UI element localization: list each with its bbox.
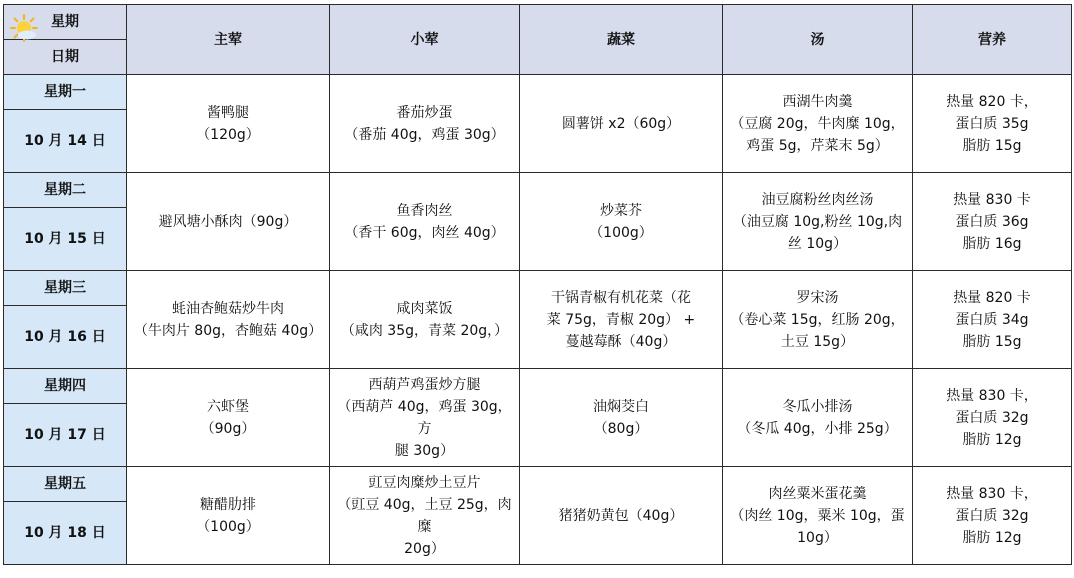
- date-label: 日期: [51, 49, 79, 65]
- side-dish-line: 20g）: [404, 540, 445, 557]
- vegetable-cell: [520, 75, 723, 173]
- nutrition-line: 热量 830 卡，: [946, 485, 1038, 502]
- nutrition-line: 蛋白质 32g: [955, 409, 1029, 426]
- soup-line: （油豆腐 10g,粉丝 10g,肉: [732, 213, 903, 230]
- day-row: [4, 369, 1072, 404]
- date-cell: 10 月 14 日: [4, 110, 127, 173]
- vegetable-cell: [520, 369, 723, 467]
- nutrition-line: 脂肪 15g: [962, 333, 1022, 350]
- nutrition-line: 蛋白质 32g: [955, 507, 1029, 524]
- nutrition-line: 热量 830 卡: [953, 191, 1031, 208]
- column-header-side: 小荤: [330, 5, 520, 75]
- vegetable-line: （100g）: [589, 224, 653, 241]
- soup-line: 土豆 15g）: [780, 333, 855, 350]
- day-row: [4, 467, 1072, 502]
- soup-line: 10g）: [797, 529, 838, 546]
- nutrition-line: 脂肪 12g: [962, 431, 1022, 448]
- side-dish-cell: [330, 75, 520, 173]
- soup-cell: [723, 271, 913, 369]
- date-cell: 10 月 17 日: [4, 404, 127, 467]
- side-dish-line: （咸肉 35g，青菜 20g，）: [340, 322, 509, 339]
- main-dish-cell: [127, 369, 330, 467]
- soup-cell: [723, 75, 913, 173]
- soup-line: （冬瓜 40g，小排 25g）: [737, 420, 898, 437]
- nutrition-line: 热量 830 卡，: [946, 387, 1038, 404]
- nutrition-line: 热量 820 卡: [953, 289, 1031, 306]
- side-dish-line: （西葫芦 40g，鸡蛋 30g，方: [337, 398, 512, 437]
- side-dish-line: （香干 60g，肉丝 40g）: [344, 224, 505, 241]
- vegetable-line: 干锅青椒有机花菜（花: [551, 289, 691, 306]
- main-dish-line: 糖醋肋排: [200, 496, 256, 513]
- weekly-menu-table: [3, 4, 1072, 565]
- soup-cell: [723, 467, 913, 565]
- weekday-cell: 星期二: [4, 173, 127, 208]
- nutrition-cell: [913, 271, 1072, 369]
- main-dish-line: （100g）: [196, 518, 260, 535]
- main-dish-line: （牛肉片 80g，杏鲍菇 40g）: [133, 322, 323, 339]
- main-dish-cell: [127, 467, 330, 565]
- nutrition-line: 蛋白质 34g: [955, 311, 1029, 328]
- date-cell: 10 月 18 日: [4, 502, 127, 565]
- date-cell: 10 月 15 日: [4, 208, 127, 271]
- day-row: [4, 173, 1072, 208]
- main-dish-line: （90g）: [200, 420, 256, 437]
- soup-line: 冬瓜小排汤: [782, 398, 853, 415]
- side-dish-line: 豇豆肉糜炒土豆片: [368, 474, 481, 491]
- side-dish-line: 鱼香肉丝: [396, 202, 453, 219]
- vegetable-cell: [520, 271, 723, 369]
- day-row: [4, 75, 1072, 110]
- vegetable-line: 猪猪奶黄包（40g）: [558, 507, 684, 524]
- vegetable-line: 油焖茭白: [593, 398, 649, 415]
- nutrition-line: 蛋白质 35g: [955, 115, 1029, 132]
- side-dish-line: 西葫芦鸡蛋炒方腿: [368, 376, 481, 393]
- soup-line: 鸡蛋 5g，芹菜末 5g）: [746, 137, 889, 154]
- week-label: 星期: [4, 5, 126, 40]
- column-header-veg: 蔬菜: [520, 5, 723, 75]
- weekday-cell: 星期四: [4, 369, 127, 404]
- vegetable-line: 蔓越莓酥（40g）: [565, 333, 677, 350]
- date-cell: 10 月 16 日: [4, 306, 127, 369]
- soup-cell: [723, 369, 913, 467]
- weekday-cell: 星期三: [4, 271, 127, 306]
- side-dish-line: 腿 30g）: [394, 442, 455, 459]
- nutrition-cell: [913, 75, 1072, 173]
- column-header-nutrition: 营养: [913, 5, 1072, 75]
- vegetable-line: 炒菜芥: [600, 202, 642, 219]
- menu-body: [4, 75, 1072, 565]
- sun-icon: [10, 14, 38, 42]
- side-dish-line: （豇豆 40g，土豆 25g，肉糜: [337, 496, 512, 535]
- nutrition-line: 脂肪 15g: [962, 137, 1022, 154]
- vegetable-cell: [520, 173, 723, 271]
- soup-line: 西湖牛肉羹: [782, 93, 853, 110]
- soup-line: 丝 10g）: [787, 235, 848, 252]
- side-dish-cell: [330, 369, 520, 467]
- nutrition-line: 热量 820 卡，: [946, 93, 1038, 110]
- main-dish-line: 蚝油杏鲍菇炒牛肉: [172, 300, 284, 317]
- nutrition-cell: [913, 173, 1072, 271]
- main-dish-line: 酱鸭腿: [207, 104, 249, 121]
- main-dish-cell: [127, 75, 330, 173]
- corner-header: [4, 5, 127, 75]
- soup-line: 肉丝粟米蛋花羹: [768, 485, 867, 502]
- nutrition-cell: [913, 467, 1072, 565]
- nutrition-line: 脂肪 12g: [962, 529, 1022, 546]
- nutrition-cell: [913, 369, 1072, 467]
- day-row: [4, 271, 1072, 306]
- side-dish-cell: [330, 467, 520, 565]
- soup-line: （肉丝 10g，粟米 10g，蛋: [730, 507, 905, 524]
- side-dish-cell: [330, 173, 520, 271]
- header-row: [4, 5, 1072, 75]
- soup-line: （卷心菜 15g，红肠 20g，: [730, 311, 905, 328]
- soup-line: 油豆腐粉丝肉丝汤: [761, 191, 874, 208]
- nutrition-line: 蛋白质 36g: [955, 213, 1029, 230]
- main-dish-cell: [127, 271, 330, 369]
- side-dish-line: 咸肉菜饭: [396, 300, 453, 317]
- soup-line: 罗宋汤: [796, 289, 839, 306]
- main-dish-cell: [127, 173, 330, 271]
- main-dish-line: （120g）: [196, 126, 260, 143]
- vegetable-cell: [520, 467, 723, 565]
- column-header-soup: 汤: [723, 5, 913, 75]
- nutrition-line: 脂肪 16g: [962, 235, 1022, 252]
- column-header-main: 主荤: [127, 5, 330, 75]
- weekday-cell: 星期一: [4, 75, 127, 110]
- main-dish-line: 六虾堡: [207, 398, 249, 415]
- soup-cell: [723, 173, 913, 271]
- side-dish-line: （番茄 40g，鸡蛋 30g）: [344, 126, 505, 143]
- soup-line: （豆腐 20g，牛肉糜 10g，: [730, 115, 905, 132]
- side-dish-line: 番茄炒蛋: [396, 104, 453, 121]
- side-dish-cell: [330, 271, 520, 369]
- vegetable-line: 菜 75g，青椒 20g） +: [546, 311, 696, 328]
- vegetable-line: （80g）: [593, 420, 649, 437]
- weekday-cell: 星期五: [4, 467, 127, 502]
- main-dish-line: 避风塘小酥肉（90g）: [158, 213, 298, 230]
- vegetable-line: 圆薯饼 x2（60g）: [561, 115, 681, 132]
